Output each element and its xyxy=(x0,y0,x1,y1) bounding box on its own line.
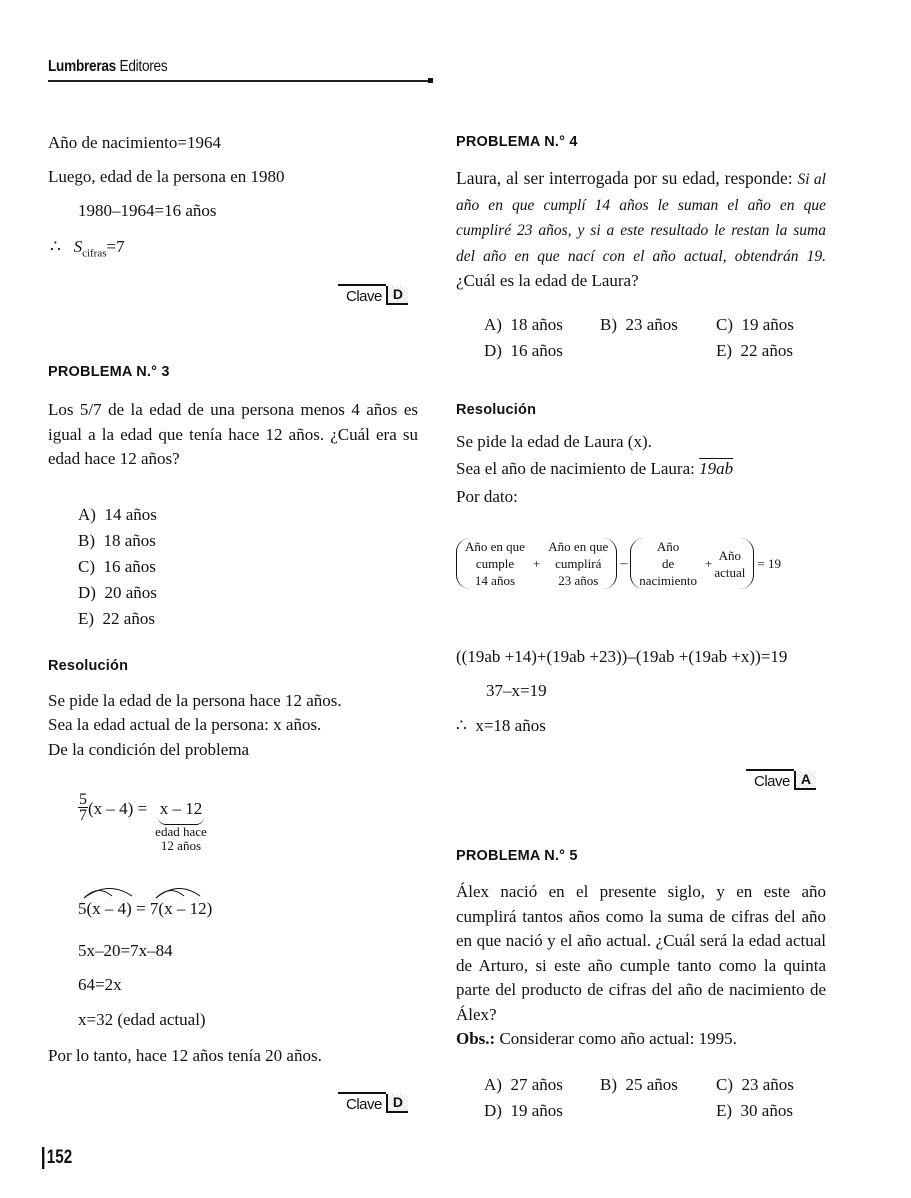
problem-5-statement: Álex nació en el presente siglo, y en este año cumplirá tantos años como la suma de cifras del año en que nació y el año actual. ¿Cuál será la edad actual de Arturo, si este año cumple tanto como la quinta parte del producto de cifras del año de nacimiento de Álex? Obs.: Considerar como año actual: 1995. xyxy=(456,882,826,1048)
p4-equation-2: 37–x=19 xyxy=(486,681,547,700)
option-b: B) 18 años xyxy=(78,531,156,550)
prev-line-4: ∴ $S_{cifras}=7$ xyxy=(50,237,125,260)
word-equation: Año en que cumple 14 años + Año en que cumplirá 23 años – Año de nacimiento + Año actual = 19 xyxy=(456,538,781,589)
clave-key: A xyxy=(794,771,816,790)
p3-res-line-2: Sea la edad actual de la persona: x años. xyxy=(48,715,322,734)
header-rule-end xyxy=(428,78,433,83)
answer-key-p4 xyxy=(746,769,816,790)
fraction-5-7: $\frac{5}{7}$ xyxy=(79,791,87,824)
option-d: D) 16 años xyxy=(484,341,563,360)
problem-4-title: PROBLEMA N.° 4 xyxy=(456,134,578,150)
distribution-arcs-icon xyxy=(78,886,208,900)
brand-light: Editores xyxy=(119,58,168,75)
option-c: C) 16 años xyxy=(78,557,156,576)
option-a: A) 18 años xyxy=(484,315,563,334)
p4-res-line-2: Sea el año de nacimiento de Laura: 19ab xyxy=(456,459,734,478)
p4-equation-3: ∴ x=18 años xyxy=(456,716,546,735)
underbrace-group: x – 12 edad hace 12 años xyxy=(155,796,207,853)
equation-1: $\frac{5}{7}$ (x – 4) = x – 12 edad hace 12 años xyxy=(79,791,207,853)
option-e: E) 22 años xyxy=(78,609,155,628)
p3-res-line-3: De la condición del problema xyxy=(48,740,250,759)
problem-5-options xyxy=(484,1072,824,1124)
equation-4: 64=2x xyxy=(78,975,122,994)
paren-group-1: Año en que cumple 14 años + Año en que cumplirá 23 años xyxy=(456,538,617,589)
prev-line-2: Luego, edad de la persona en 1980 xyxy=(48,167,285,186)
problem-3-options xyxy=(78,502,157,632)
clave-label: Clave xyxy=(338,284,386,305)
page-number: 152 xyxy=(42,1147,72,1169)
brand-bold: Lumbreras xyxy=(48,58,116,75)
option-c: C) 19 años xyxy=(716,315,794,334)
equation-3: 5x–20=7x–84 xyxy=(78,941,173,960)
paren-group-2: Año de nacimiento + Año actual xyxy=(630,538,754,589)
option-d: D) 20 años xyxy=(78,583,157,602)
long-equation: ((19ab +14)+(19ab +23))–(19ab +(19ab +x))=19 xyxy=(456,647,788,666)
prev-line-3: 1980–1964=16 años xyxy=(78,201,217,220)
p4-res-line-3: Por dato: xyxy=(456,487,518,506)
equation-2: 5(x – 4) = 7(x – 12) xyxy=(78,896,212,922)
option-a: A) 14 años xyxy=(78,505,157,524)
header-rule xyxy=(48,80,432,82)
clave-key: D xyxy=(386,1094,408,1113)
equation-5: x=32 (edad actual) xyxy=(78,1010,206,1029)
problem-3-title: PROBLEMA N.° 3 xyxy=(48,364,170,380)
clave-label: Clave xyxy=(338,1092,386,1113)
clave-label: Clave xyxy=(746,769,794,790)
option-a: A) 27 años xyxy=(484,1075,563,1094)
clave-key: D xyxy=(386,286,408,305)
problem-5-title: PROBLEMA N.° 5 xyxy=(456,848,578,864)
option-e: E) 22 años xyxy=(716,341,793,360)
p3-res-line-1: Se pide la edad de la persona hace 12 años. xyxy=(48,691,342,710)
prev-line-1: Año de nacimiento=1964 xyxy=(48,133,221,152)
option-d: D) 19 años xyxy=(484,1101,563,1120)
answer-key-p3 xyxy=(338,1092,408,1113)
p4-res-line-1: Se pide la edad de Laura (x). xyxy=(456,432,652,451)
publisher-header xyxy=(48,58,167,76)
option-b: B) 23 años xyxy=(600,315,678,334)
problem-4-resolution-title: Resolución xyxy=(456,402,537,418)
p3-conclusion: Por lo tanto, hace 12 años tenía 20 años. xyxy=(48,1046,322,1065)
problem-4-statement: Laura, al ser interrogada por su edad, responde: Si al año en que cumplí 14 años le suman el año en que cumpliré 23 años, y si a este resultado le restan la suma del año en que nací con el año actual, obtendrán 19. ¿Cuál es la edad de Laura? xyxy=(456,168,826,290)
problem-3-statement: Los 5/7 de la edad de una persona menos 4 años es igual a la edad que tenía hace 12 años. ¿Cuál era su edad hace 12 años? xyxy=(48,400,418,468)
answer-key-prev xyxy=(338,284,408,305)
option-b: B) 25 años xyxy=(600,1075,678,1094)
option-c: C) 23 años xyxy=(716,1075,794,1094)
problem-3-resolution-title: Resolución xyxy=(48,658,129,674)
problem-4-options xyxy=(484,312,824,364)
option-e: E) 30 años xyxy=(716,1101,793,1120)
